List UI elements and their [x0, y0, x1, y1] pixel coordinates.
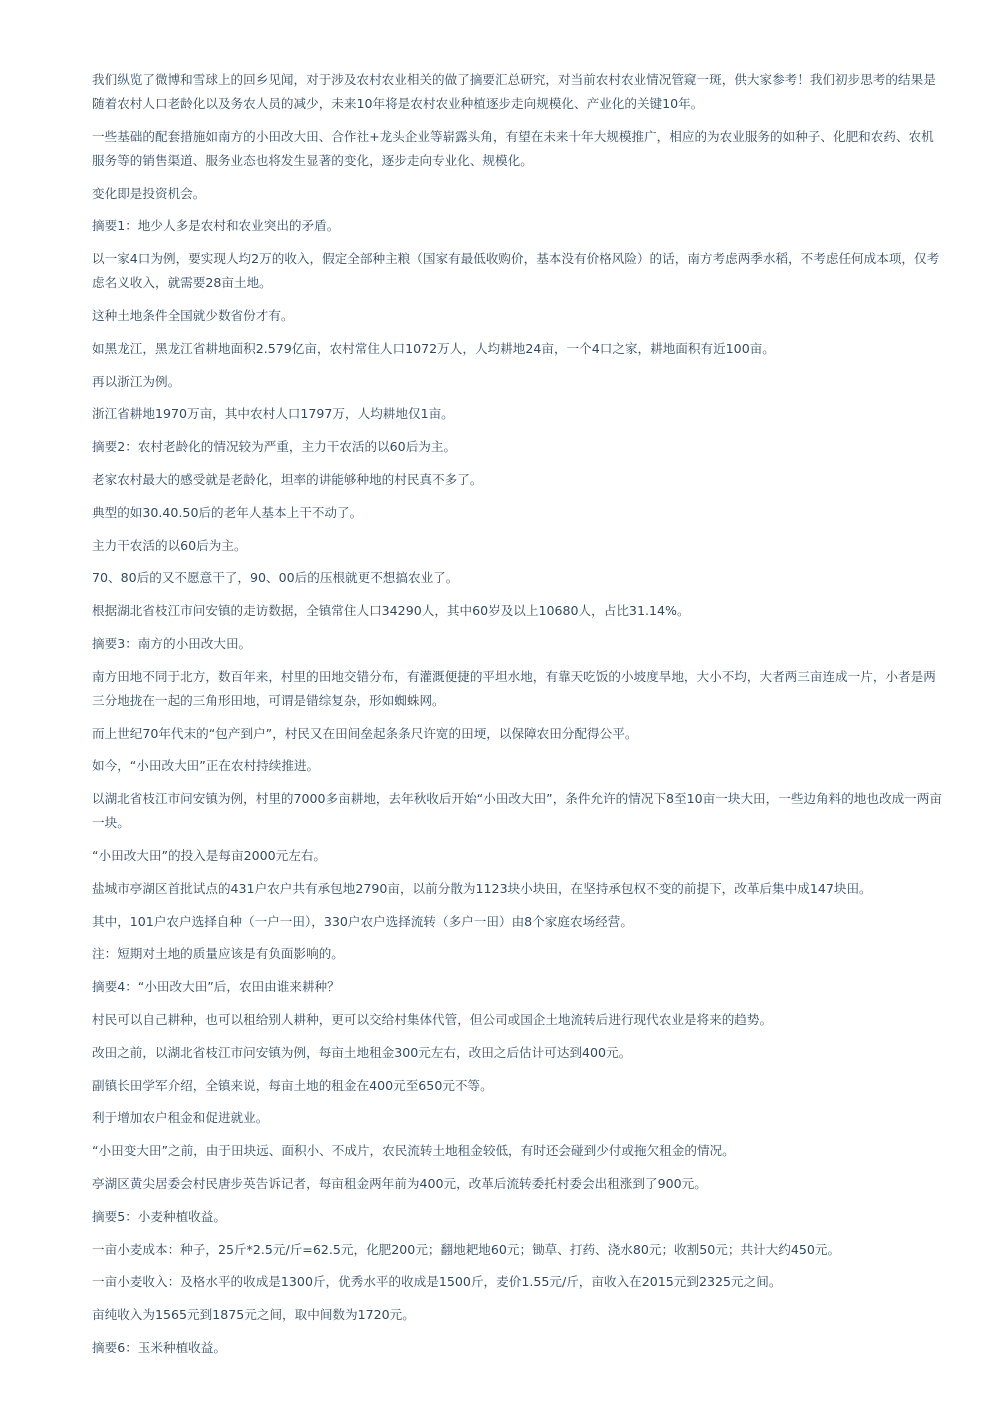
section-heading: 摘要1：地少人多是农村和农业突出的矛盾。 — [92, 218, 340, 234]
paragraph: 变化即是投资机会。 — [92, 185, 206, 201]
paragraph: 南方田地不同于北方，数百年来，村里的田地交错分布，有灌溉便捷的平坦水地，有靠天吃饭的小坡度旱地，大小不均，大者两三亩连成一片，小者是两三分地拢在一起的三角形田地，可谓是错综复杂，形如蜘蛛网。 — [92, 668, 936, 708]
section-heading: 摘要6：玉米种植收益。 — [92, 1339, 226, 1355]
paragraph: 如黑龙江，黑龙江省耕地面积2.579亿亩，农村常住人口1072万人，人均耕地24亩，一个4口之家，耕地面积有近100亩。 — [92, 340, 775, 356]
paragraph: 70、80后的又不愿意干了，90、00后的压根就更不想搞农业了。 — [92, 570, 459, 586]
section-heading: 摘要2：农村老龄化的情况较为严重，主力干农活的以60后为主。 — [92, 439, 457, 455]
paragraph: 以湖北省枝江市问安镇为例，村里的7000多亩耕地，去年秋收后开始“小田改大田”，条件允许的情况下8至10亩一块大田，一些边角料的地也改成一两亩一块。 — [92, 791, 942, 831]
paragraph: 主力干农活的以60后为主。 — [92, 537, 247, 553]
note: 注：短期对土地的质量应该是有负面影响的。 — [92, 946, 344, 962]
paragraph: 亩纯收入为1565元到1875元之间，取中间数为1720元。 — [92, 1307, 415, 1323]
paragraph: 利于增加农户租金和促进就业。 — [92, 1110, 269, 1126]
paragraph: 副镇长田学军介绍，全镇来说，每亩土地的租金在400元至650元不等。 — [92, 1077, 493, 1093]
paragraph: 村民可以自己耕种，也可以租给别人耕种，更可以交给村集体代管，但公司或国企土地流转后进行现代农业是将来的趋势。 — [92, 1011, 773, 1027]
paragraph: 浙江省耕地1970万亩，其中农村人口1797万，人均耕地仅1亩。 — [92, 406, 454, 422]
paragraph: 如今，“小田改大田”正在农村持续推进。 — [92, 758, 320, 774]
paragraph: 根据湖北省枝江市问安镇的走访数据，全镇常住人口34290人，其中60岁及以上10680人，占比31.14%。 — [92, 603, 690, 619]
paragraph: 我们纵览了微博和雪球上的回乡见闻，对于涉及农村农业相关的做了摘要汇总研究，对当前农村农业情况管窥一斑，供大家参考！我们初步思考的结果是随着农村人口老龄化以及务农人员的减少，未来10年将是农村农业种植逐步走向规模化、产业化的关键10年。 — [92, 72, 936, 111]
paragraph: 盐城市亭湖区首批试点的431户农户共有承包地2790亩，以前分散为1123块小块田，在坚持承包权不变的前提下，改革后集中成147块田。 — [92, 880, 872, 896]
paragraph: 这种土地条件全国就少数省份才有。 — [92, 307, 294, 323]
paragraph: 一亩小麦收入：及格水平的收成是1300斤，优秀水平的收成是1500斤，麦价1.55元/斤，亩收入在2015元到2325元之间。 — [92, 1274, 782, 1290]
section-heading: 摘要3：南方的小田改大田。 — [92, 635, 252, 651]
paragraph: 其中，101户农户选择自种（一户一田），330户农户选择流转（多户一田）由8个家庭农场经营。 — [92, 913, 633, 929]
paragraph: 典型的如30.40.50后的老年人基本上干不动了。 — [92, 504, 363, 520]
paragraph: 而上世纪70年代末的“包产到户”，村民又在田间垒起条条尺许宽的田埂，以保障农田分配得公平。 — [92, 725, 638, 741]
paragraph: 再以浙江为例。 — [92, 373, 181, 389]
section-heading: 摘要5：小麦种植收益。 — [92, 1208, 226, 1224]
paragraph: 改田之前，以湖北省枝江市问安镇为例，每亩土地租金300元左右，改田之后估计可达到400元。 — [92, 1044, 632, 1060]
paragraph: 一些基础的配套措施如南方的小田改大田、合作社+龙头企业等崭露头角，有望在未来十年大规模推广，相应的为农业服务的如种子、化肥和农药、农机服务等的销售渠道、服务业态也将发生显著的变化，逐步走向专业化、规模化。 — [92, 128, 934, 168]
paragraph: 老家农村最大的感受就是老龄化，坦率的讲能够种地的村民真不多了。 — [92, 471, 483, 487]
document-body — [92, 68, 942, 1369]
paragraph: “小田改大田”的投入是每亩2000元左右。 — [92, 847, 327, 863]
paragraph: 亭湖区黄尖居委会村民唐步英告诉记者，每亩租金两年前为400元，改革后流转委托村委会出租涨到了900元。 — [92, 1175, 707, 1191]
paragraph: “小田变大田”之前，由于田块远、面积小、不成片，农民流转土地租金较低，有时还会碰到少付或拖欠租金的情况。 — [92, 1143, 735, 1159]
section-heading: 摘要4：“小田改大田”后，农田由谁来耕种？ — [92, 979, 340, 995]
paragraph: 一亩小麦成本：种子，25斤*2.5元/斤=62.5元，化肥200元；翻地耙地60元；锄草、打药、浇水80元；收割50元；共计大约450元。 — [92, 1241, 841, 1257]
paragraph: 以一家4口为例，要实现人均2万的收入，假定全部种主粮（国家有最低收购价，基本没有价格风险）的话，南方考虑两季水稻，不考虑任何成本项，仅考虑名义收入，就需要28亩土地。 — [92, 251, 940, 291]
